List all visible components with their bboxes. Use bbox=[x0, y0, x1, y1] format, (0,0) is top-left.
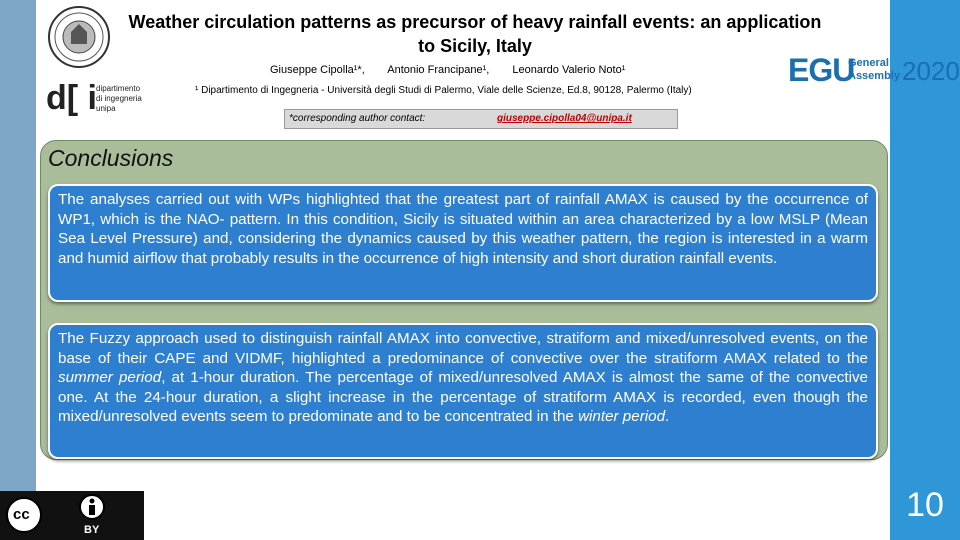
contact-email-link[interactable]: giuseppe.cipolla04@unipa.it bbox=[497, 113, 632, 124]
cc-label: cc bbox=[13, 506, 30, 523]
p2-text-a: The Fuzzy approach used to distinguish rainfall AMAX into convective, stratiform and mixed/unresolved events, on the base of their CAPE and VIDMF, highlighted a predominance of convective over the stratiform AMAX related to the bbox=[58, 330, 868, 367]
by-label: BY bbox=[84, 524, 100, 536]
left-decor-band bbox=[0, 0, 36, 540]
egu-logo-line2: Assembly bbox=[848, 70, 900, 82]
author-1: Giuseppe Cipolla¹*, bbox=[270, 64, 365, 76]
egu-logo bbox=[784, 52, 960, 92]
conclusion-paragraph-1: The analyses carried out with WPs highlighted that the greatest part of rainfall AMAX is caused by the occurrence of WP1, which is the NAO- pattern. In this condition, Sicily is situated within an area characterized by a low MSLP (Mean Sea Level Pressure) and, considering the dynamics caused by this weather pattern, the region is interested in a warm and humid airflow that probably results in the occurrence of high intensity and short duration rainfall events. bbox=[48, 184, 878, 302]
department-logo bbox=[46, 78, 146, 122]
slide-number: 10 bbox=[906, 486, 944, 524]
poster-title: Weather circulation patterns as precursor of heavy rainfall events: an application to Sicily, Italy bbox=[128, 12, 822, 56]
dept-logo-line2: di ingegneria bbox=[96, 94, 142, 103]
egu-logo-letters: EGU bbox=[788, 52, 855, 88]
egu-logo-line1: General bbox=[848, 57, 889, 69]
dept-logo-line3: unipa bbox=[96, 104, 116, 113]
contact-label: *corresponding author contact: bbox=[289, 113, 426, 124]
dept-logo-line1: dipartimento bbox=[96, 84, 141, 93]
author-list bbox=[270, 64, 645, 76]
conclusion-paragraph-2 bbox=[48, 323, 878, 459]
contact-box bbox=[284, 109, 678, 129]
p2-text-b: , at 1-hour duration. The percentage of mixed/unresolved AMAX is almost the same of the convective one. At the 24-hour duration, a slight increase in the percentage of stratiform AMAX is recorded, even though the mixed/unresolved events seem to predominate and to be concentrated in the bbox=[58, 369, 868, 425]
p2-emphasis-winter: winter period bbox=[578, 408, 666, 425]
section-title: Conclusions bbox=[48, 145, 174, 171]
p2-emphasis-summer: summer period bbox=[58, 369, 162, 386]
university-seal-logo bbox=[40, 4, 118, 70]
dept-logo-mark: d[ i bbox=[46, 79, 97, 117]
p2-text-c: . bbox=[665, 408, 670, 425]
author-2: Antonio Francipane¹, bbox=[387, 64, 490, 76]
author-3: Leonardo Valerio Noto¹ bbox=[512, 64, 626, 76]
cc-by-license-badge bbox=[0, 491, 144, 540]
egu-logo-year: 2020 bbox=[902, 56, 960, 86]
affiliation: ¹ Dipartimento di Ingegneria - Università degli Studi di Palermo, Viale delle Scienze, Ed.8, 90128, Palermo (Italy) bbox=[195, 85, 692, 96]
